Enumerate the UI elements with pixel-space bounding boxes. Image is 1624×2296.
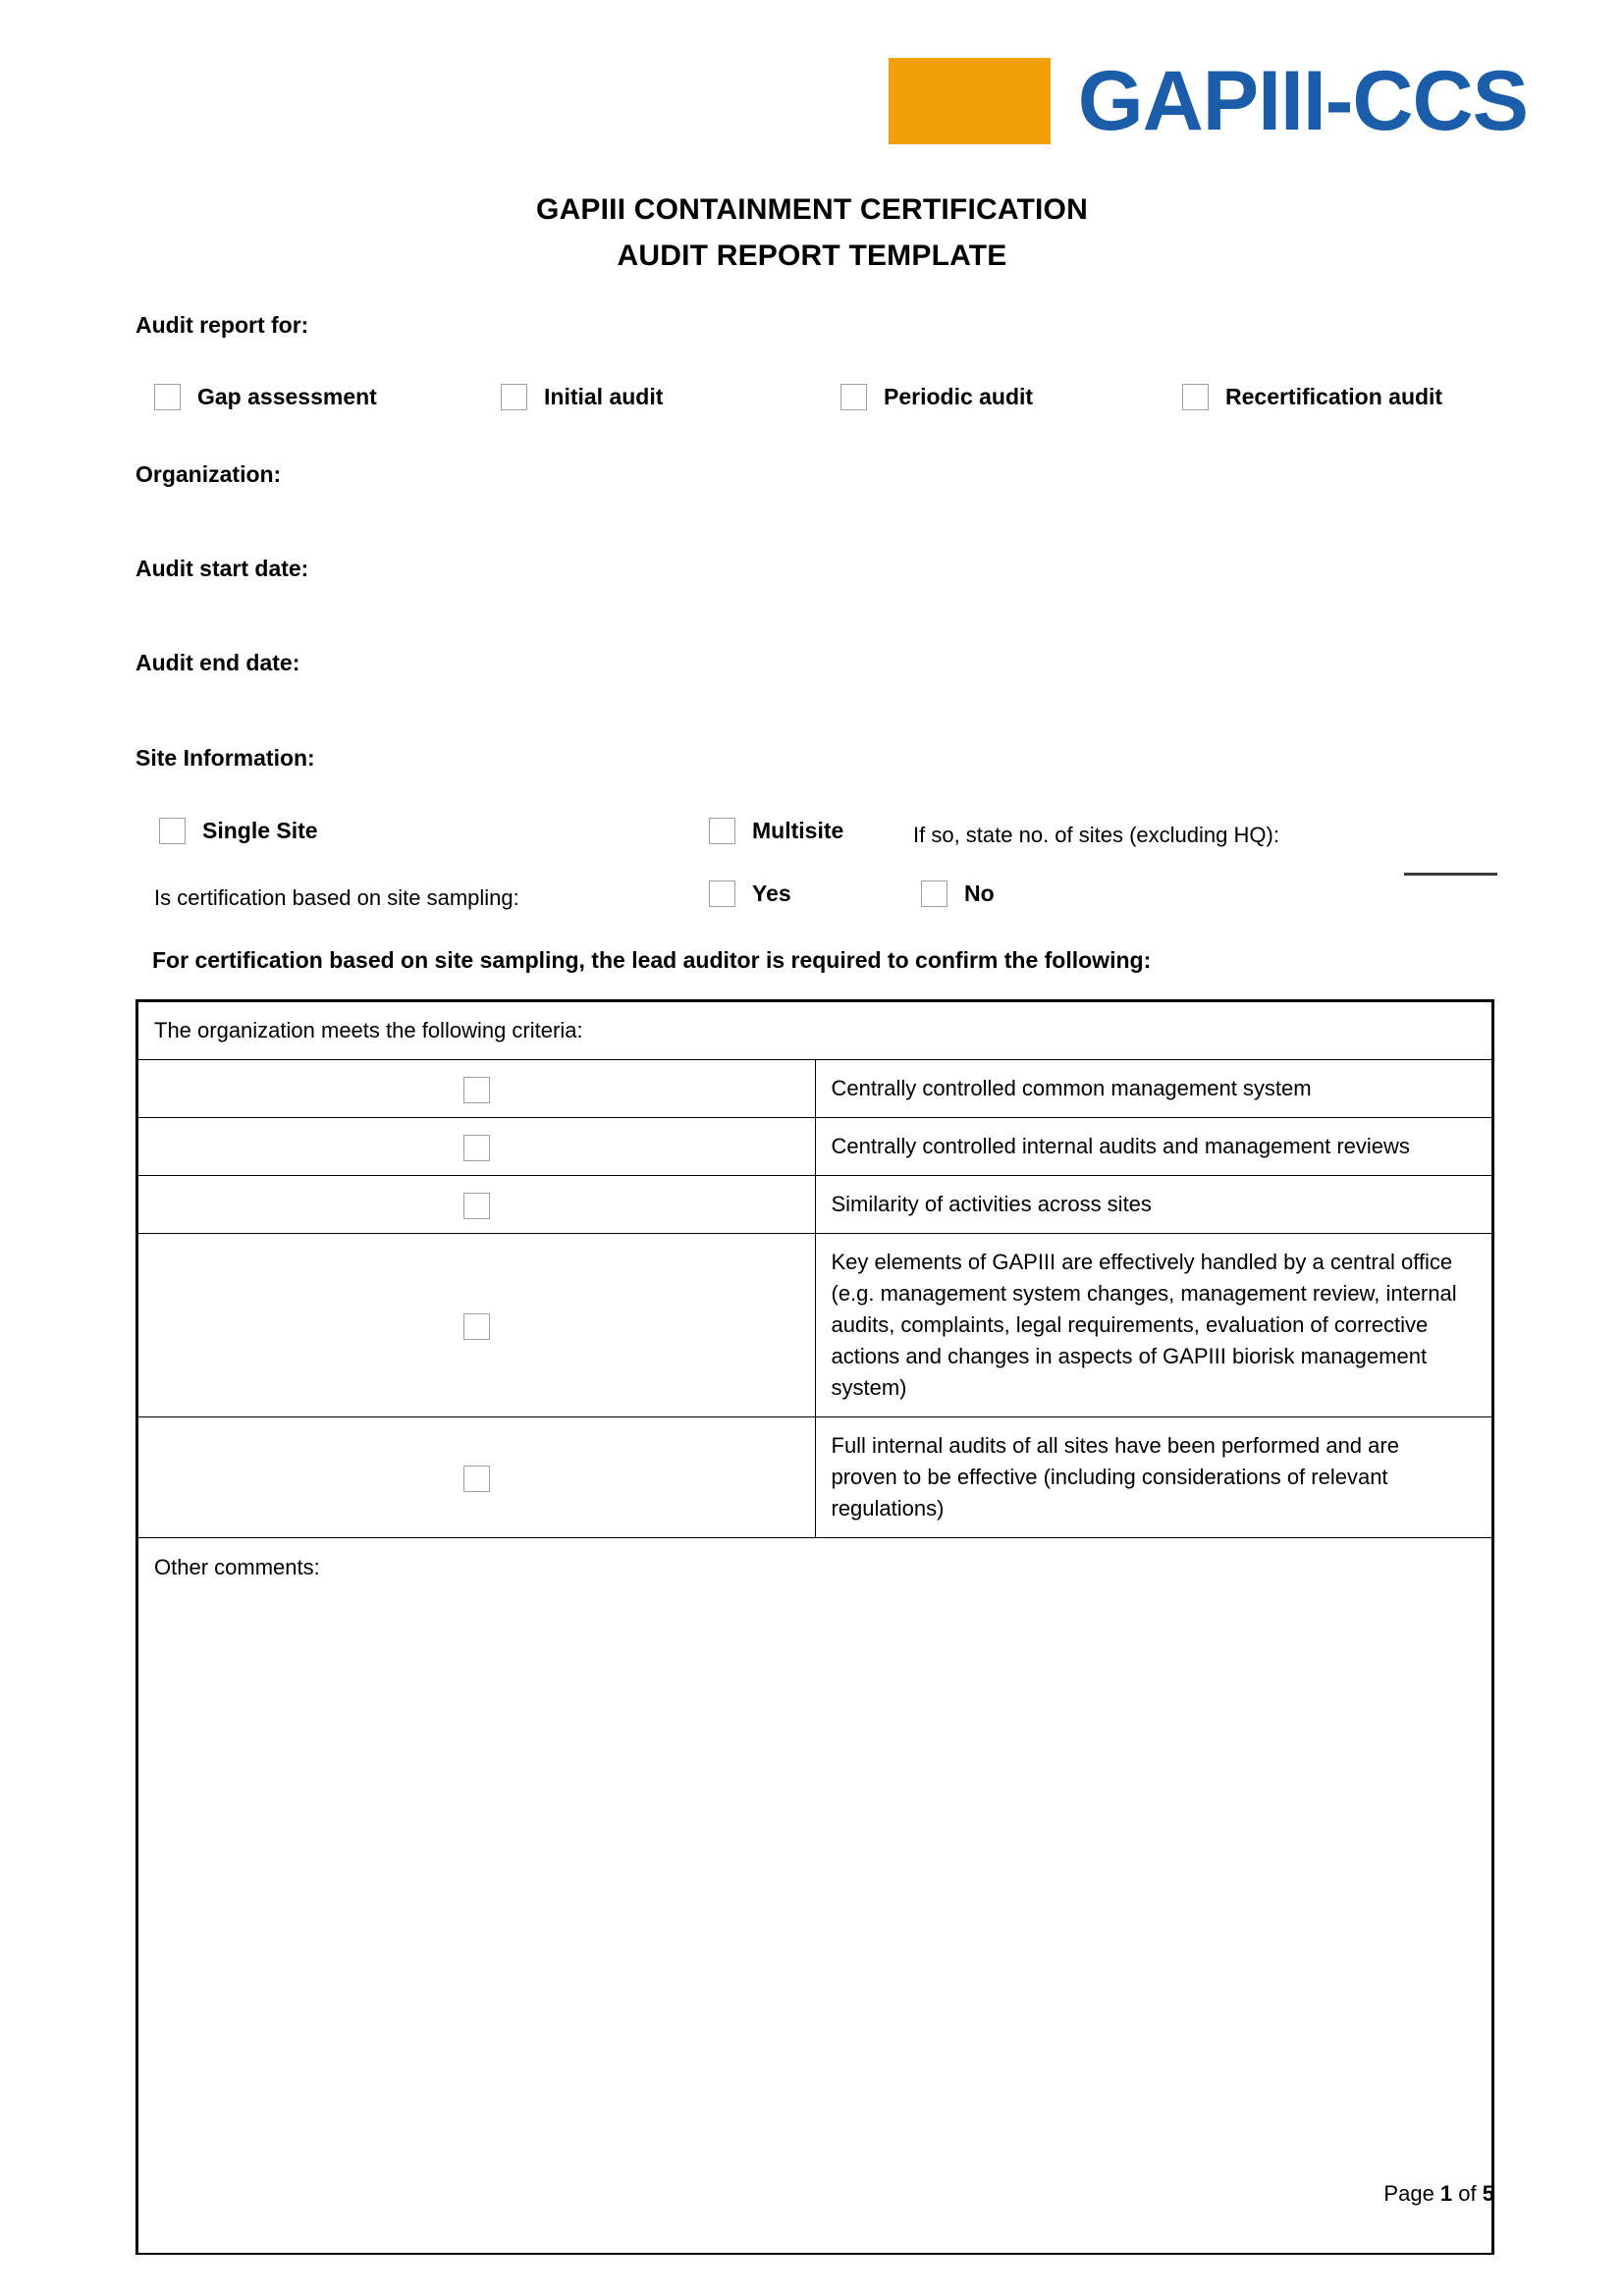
checkbox-label: Recertification audit bbox=[1225, 384, 1443, 409]
audit-report-for-label: Audit report for: bbox=[135, 312, 309, 338]
checkbox-gap-assessment[interactable] bbox=[154, 384, 377, 410]
checkbox-box-icon[interactable] bbox=[463, 1193, 490, 1219]
criteria-text: Full internal audits of all sites have been performed and are proven to be effective (including considerations of relevant regulations) bbox=[815, 1417, 1492, 1538]
other-comments-area[interactable] bbox=[138, 1538, 1492, 2254]
checkbox-periodic-audit[interactable] bbox=[840, 384, 1033, 410]
checkbox-box-icon[interactable] bbox=[1182, 384, 1209, 410]
footer-current-page: 1 bbox=[1439, 2181, 1453, 2206]
checkbox-box-icon[interactable] bbox=[463, 1466, 490, 1492]
checkbox-single-site[interactable] bbox=[159, 818, 318, 844]
site-sampling-question: Is certification based on site sampling: bbox=[154, 885, 519, 910]
organization-label: Organization: bbox=[135, 461, 282, 487]
no-of-sites-note: If so, state no. of sites (excluding HQ): bbox=[913, 823, 1279, 847]
table-row bbox=[138, 1234, 1492, 1417]
audit-start-date-label: Audit start date: bbox=[135, 556, 309, 581]
criteria-checkbox-cell[interactable] bbox=[138, 1176, 816, 1234]
checkbox-box-icon[interactable] bbox=[709, 881, 735, 907]
page-title-line-1: GAPIII CONTAINMENT CERTIFICATION bbox=[536, 193, 1088, 226]
site-information-label: Site Information: bbox=[135, 745, 315, 771]
checkbox-label: Multisite bbox=[752, 818, 844, 843]
other-comments-row bbox=[138, 1538, 1492, 2254]
criteria-checkbox-cell[interactable] bbox=[138, 1118, 816, 1176]
checkbox-label: Single Site bbox=[202, 818, 318, 843]
checkbox-label: Yes bbox=[752, 881, 791, 906]
brand-logo bbox=[0, 47, 1624, 155]
checkbox-box-icon[interactable] bbox=[463, 1135, 490, 1161]
checkbox-label: Initial audit bbox=[544, 384, 664, 409]
page-title-line-2: AUDIT REPORT TEMPLATE bbox=[617, 240, 1007, 272]
checkbox-sampling-yes[interactable] bbox=[709, 881, 791, 907]
criteria-text: Centrally controlled common management system bbox=[815, 1060, 1492, 1118]
criteria-checkbox-cell[interactable] bbox=[138, 1417, 816, 1538]
criteria-table-header: The organization meets the following criteria: bbox=[138, 1002, 1492, 1060]
checkbox-label: Periodic audit bbox=[884, 384, 1034, 409]
footer-total-pages: 5 bbox=[1482, 2181, 1494, 2206]
criteria-checkbox-cell[interactable] bbox=[138, 1234, 816, 1417]
other-comments-label: Other comments: bbox=[154, 1555, 320, 1579]
checkbox-box-icon[interactable] bbox=[154, 384, 181, 410]
footer-page-prefix: Page bbox=[1383, 2181, 1440, 2206]
checkbox-box-icon[interactable] bbox=[501, 384, 527, 410]
criteria-checkbox-cell[interactable] bbox=[138, 1060, 816, 1118]
checkbox-box-icon[interactable] bbox=[463, 1313, 490, 1340]
checkbox-initial-audit[interactable] bbox=[501, 384, 663, 410]
checkbox-box-icon[interactable] bbox=[159, 818, 186, 844]
table-row bbox=[138, 1176, 1492, 1234]
criteria-text: Centrally controlled internal audits and management reviews bbox=[815, 1118, 1492, 1176]
checkbox-label: No bbox=[964, 881, 995, 906]
table-row bbox=[138, 1060, 1492, 1118]
logo-wordmark: GAPIII-CCS bbox=[1077, 54, 1528, 148]
checkbox-box-icon[interactable] bbox=[921, 881, 947, 907]
checkbox-box-icon[interactable] bbox=[709, 818, 735, 844]
audit-end-date-label: Audit end date: bbox=[135, 650, 300, 675]
page-footer bbox=[0, 2181, 1624, 2207]
footer-page-middle: of bbox=[1452, 2181, 1483, 2206]
criteria-table bbox=[135, 999, 1494, 2255]
table-header-row bbox=[138, 1002, 1492, 1060]
table-row bbox=[138, 1417, 1492, 1538]
checkbox-sampling-no[interactable] bbox=[921, 881, 995, 907]
logo-orange-square-icon bbox=[889, 58, 1051, 144]
sampling-confirmation-heading: For certification based on site sampling, the lead auditor is required to confirm the following: bbox=[152, 947, 1152, 973]
no-of-sites-input[interactable] bbox=[1404, 873, 1497, 876]
checkbox-label: Gap assessment bbox=[197, 384, 377, 409]
checkbox-box-icon[interactable] bbox=[463, 1077, 490, 1103]
criteria-text: Similarity of activities across sites bbox=[815, 1176, 1492, 1234]
table-row bbox=[138, 1118, 1492, 1176]
checkbox-box-icon[interactable] bbox=[840, 384, 867, 410]
page-title bbox=[0, 187, 1624, 279]
criteria-text: Key elements of GAPIII are effectively handled by a central office (e.g. management system changes, management review, internal audits, complaints, legal requirements, evaluation of corrective actions and changes in aspects of GAPIII biorisk management system) bbox=[815, 1234, 1492, 1417]
checkbox-recertification-audit[interactable] bbox=[1182, 384, 1442, 410]
checkbox-multisite[interactable] bbox=[709, 818, 843, 844]
